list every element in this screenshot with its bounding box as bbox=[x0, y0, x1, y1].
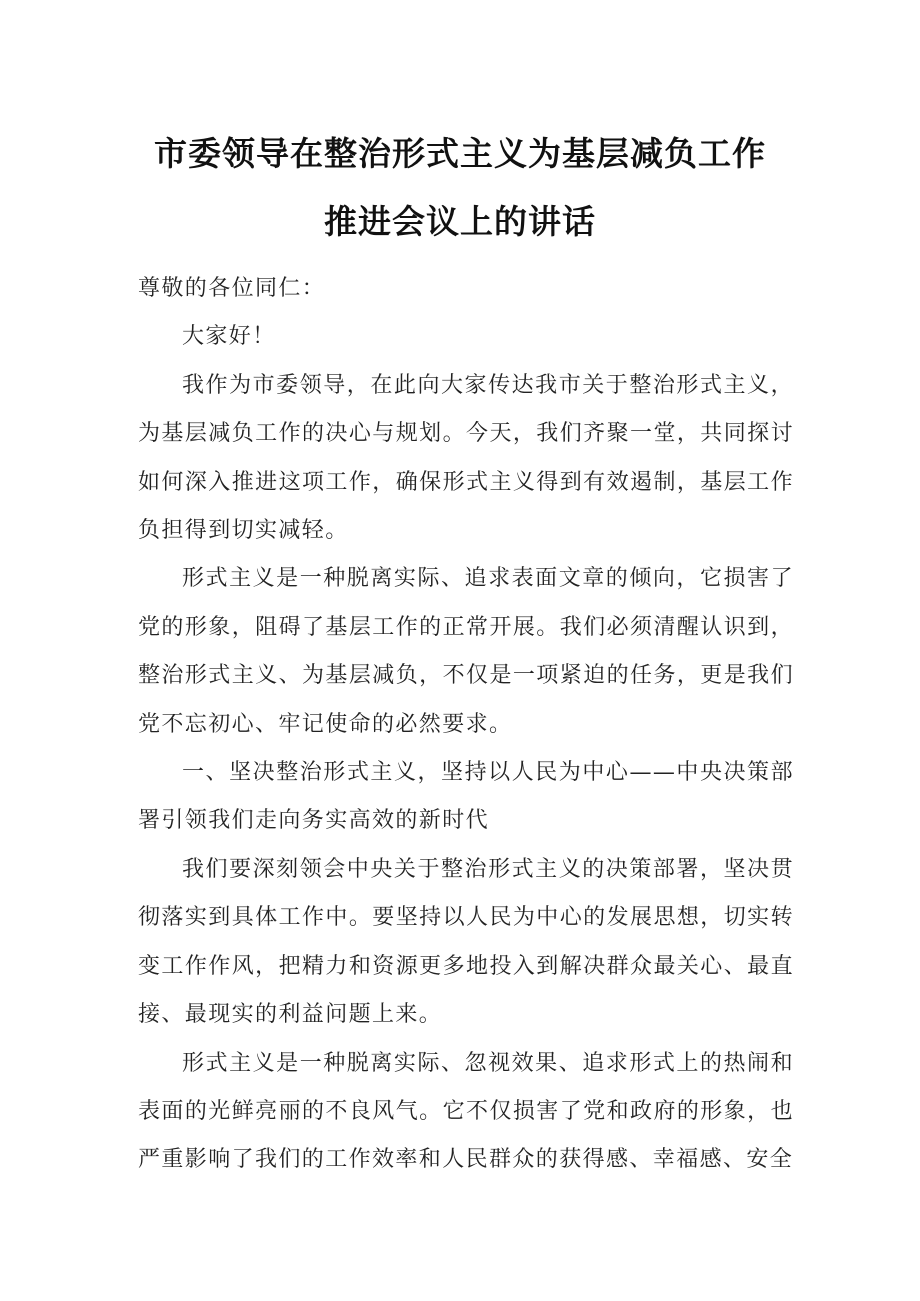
paragraph: 形式主义是一种脱离实际、追求表面文章的倾向，它损害了党的形象，阻碍了基层工作的正常开展。我们必须清醒认识到，整治形式主义、为基层减负，不仅是一项紧迫的任务，更是我们党不忘初心、牢记使命的必然要求。 bbox=[138, 566, 794, 737]
paragraph: 我们要深刻领会中央关于整治形式主义的决策部署，坚决贯彻落实到具体工作中。要坚持以人民为中心的发展思想，切实转变工作作风，把精力和资源更多地投入到解决群众最关心、最直接、最现实的利益问题上来。 bbox=[138, 856, 794, 1028]
paragraph: 我作为市委领导，在此向大家传达我市关于整治形式主义，为基层减负工作的决心与规划。今天，我们齐聚一堂，共同探讨如何深入推进这项工作，确保形式主义得到有效遏制，基层工作负担得到切实减轻。 bbox=[138, 372, 794, 544]
salutation: 尊敬的各位同仁： bbox=[138, 276, 326, 301]
document-title-line-1: 市委领导在整治形式主义为基层减负工作 bbox=[154, 134, 766, 173]
paragraph: 形式主义是一种脱离实际、忽视效果、追求形式上的热闹和表面的光鲜亮丽的不良风气。它不仅损害了党和政府的形象，也严重影响了我们的工作效率和人民群众的获得感、幸福感、安全 bbox=[138, 1050, 794, 1173]
document-title-line-2: 推进会议上的讲话 bbox=[324, 202, 596, 241]
greeting: 大家好！ bbox=[182, 324, 276, 350]
section-heading: 一、坚决整治形式主义，坚持以人民为中心——中央决策部署引领我们走向务实高效的新时代 bbox=[138, 760, 794, 834]
document-body bbox=[138, 265, 794, 1185]
